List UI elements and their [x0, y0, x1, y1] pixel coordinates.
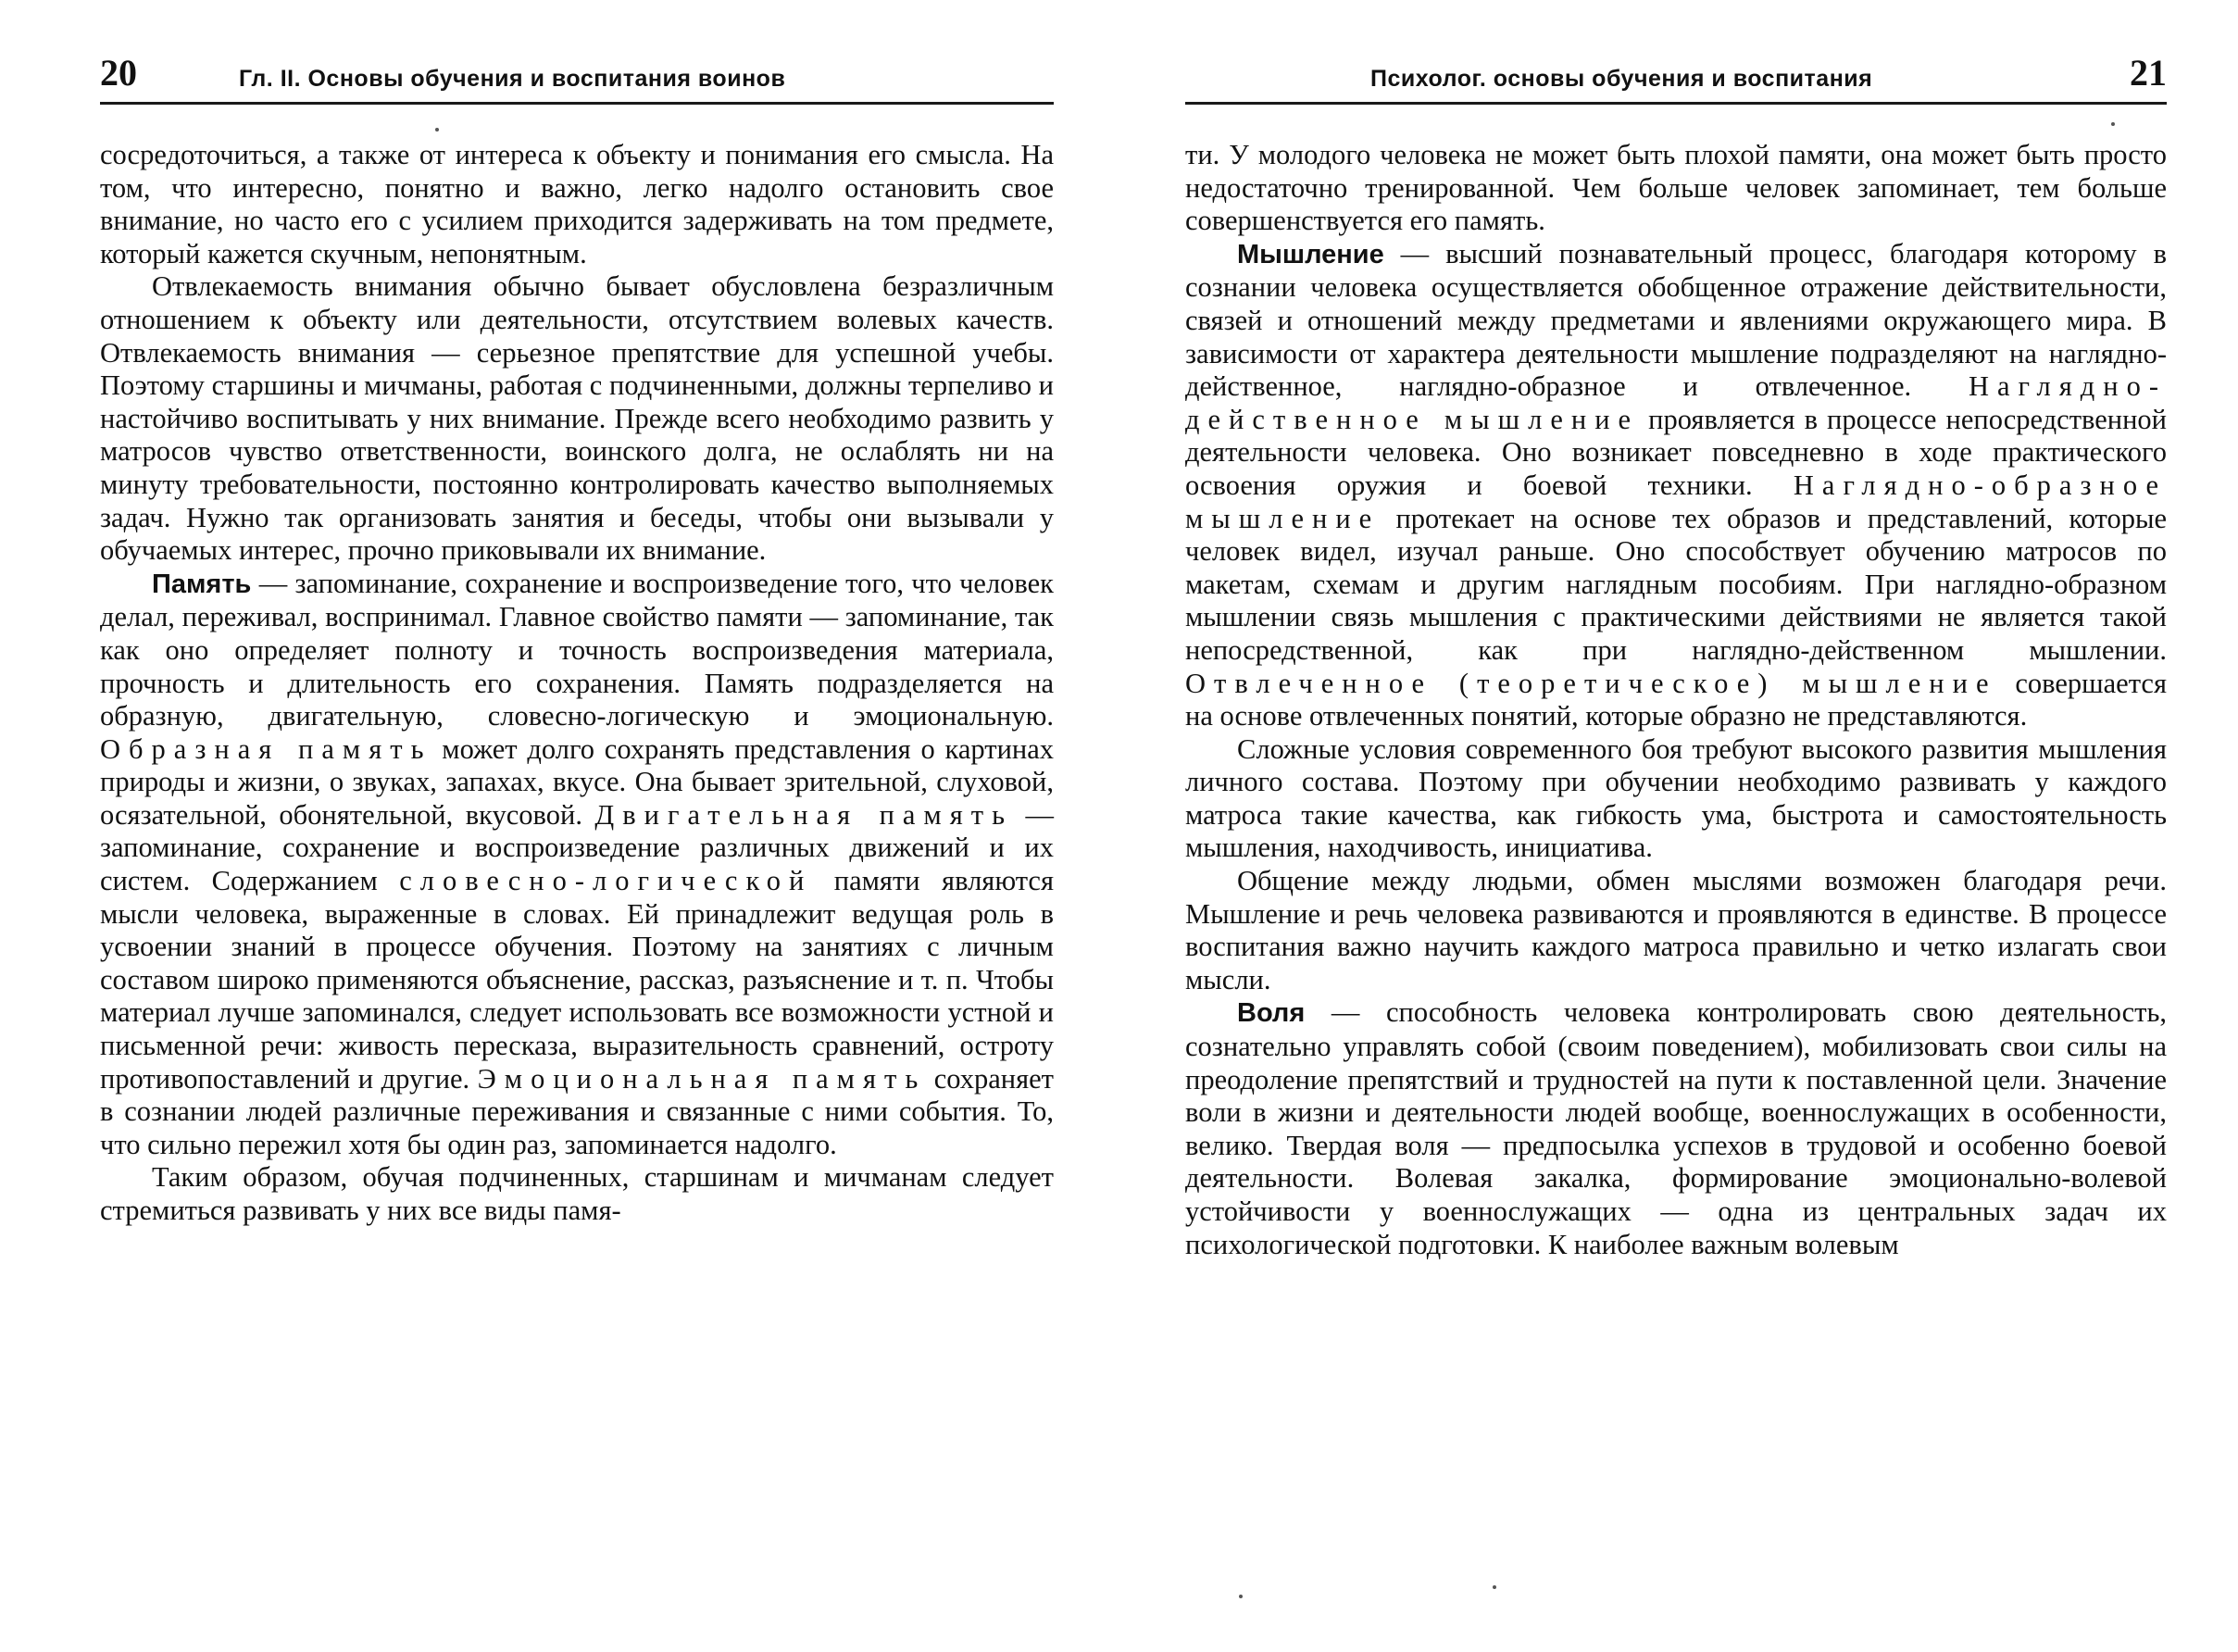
text-run: проявляется в процессе непосредственной деятельности человека. Оно возникает повседневно в ходе практического освоения оружия и боевой техники. — [1185, 403, 2168, 501]
paragraph: Сложные условия современного боя требуют высокого развития мышления личного состава. Поэтому при обучении необходимо развивать у каждого матроса такие качества, как гибкость ума, быстрота и самостоятельность мышления, находчивость, инициатива. — [1185, 732, 2167, 864]
paragraph: Отвлекаемость внимания обычно бывает обусловлена безразличным отношением к объекту или деятельности, отсутствием волевых качеств. Отвлекаемость внимания — серьезное препятствие для успешной учебы. Поэтому старшины и мичманы, работая с подчиненными, должны терпеливо и настойчиво воспитывать у них внимание. Прежде всего необходимо развить у матросов чувство ответственности, воинского долга, не ослаблять ни на минуту требовательности, постоянно контролировать качество выполняемых задач. Нужно так организовать занятия и беседы, чтобы они вызывали у обучаемых интерес, прочно приковывали их внимание. — [100, 270, 1054, 567]
left-page-body — [100, 139, 1054, 1228]
spaced-term: словесно-логической — [399, 865, 813, 897]
spaced-term: Двигательная память — [594, 798, 1013, 831]
paragraph-memory — [100, 568, 1054, 1162]
term-memory: Память — [152, 569, 252, 599]
paragraph-thinking — [1185, 238, 2167, 733]
text-run: сохраняет в сознании людей различные переживания и связанные с ними события. То, что сильно пережил хотя бы один раз, запоминается надолго. — [100, 1062, 1054, 1160]
paragraph: сосредоточиться, а также от интереса к объекту и понимания его смысла. На том, что интересно, понятно и важно, легко надолго остановить свое внимание, но часто его с усилием приходится задерживать на том предмете, который кажется скучным, непонятным. — [100, 139, 1054, 269]
chapter-title: Гл. II. Основы обучения и воспитания воинов — [239, 66, 786, 92]
paragraph: ти. У молодого человека не может быть плохой памяти, она может быть просто недостаточно тренированной. Чем больше человек запоминает, тем больше совершенствуется его память. — [1185, 139, 2167, 237]
text-run: может долго сохранять представления о картинах природы и жизни, о звуках, запахах, вкусе. Она бывает зрительной, слуховой, осязательной, обонятельной, вкусовой. — [100, 732, 1054, 831]
paragraph: Таким образом, обучая подчиненных, старшинам и мичманам следует стремиться развивать у них все виды памя- — [100, 1161, 1054, 1226]
term-will: Воля — [1237, 998, 1306, 1029]
section-title: Психолог. основы обучения и воспитания — [1370, 66, 1873, 92]
text-run: — запоминание, сохранение и воспроизведение того, что человек делал, переживал, воспринимал. Главное свойство памяти — запоминание, так как оно определяет полноту и точность воспроизведения материала, прочность и длительность его сохранения. Память подразделяется на образную, двигательную, словесно-логическую и эмоциональную. — [100, 567, 1054, 732]
term-thinking: Мышление — [1237, 239, 1384, 269]
text-run: — высший познавательный процесс, благодаря которому в сознании человека осуществляется обобщенное отражение действительности, связей и отношений между предметами и явлениями окружающего мира. В зависимости от характера деятельности мышление подразделяют на наглядно-действенное, наглядно-образное и отвлеченное. — [1185, 237, 2167, 403]
text-run: — способность человека контролировать свою деятельность, сознательно управлять собой (своим поведением), мобилизовать свои силы на преодоление препятствий и трудностей на пути к поставленной цели. Значение воли в жизни и деятельности людей вообще, военнослужащих в особенности, велико. Твердая воля — предпосылка успехов в трудовой и особенно боевой деятельности. Волевая закалка, формирование эмоционально-волевой устойчивости у военнослужащих — одна из центральных задач их психологической подготовки. К наиболее важным волевым — [1185, 996, 2167, 1260]
paragraph-will — [1185, 996, 2167, 1261]
spaced-term: Отвлеченное (теоретическое) мышление — [1185, 667, 1997, 699]
print-speck — [2111, 122, 2115, 126]
spaced-term: Эмоциональная память — [477, 1062, 927, 1095]
spaced-term: Наглядно-образное мышление — [1185, 469, 2167, 534]
right-page-body — [1185, 139, 2167, 1261]
print-speck — [435, 128, 439, 131]
spaced-term: Образная память — [100, 732, 432, 765]
spaced-term: Наглядно-действенное мышление — [1185, 370, 2167, 435]
page-number-left: 20 — [100, 52, 137, 94]
right-running-head — [1185, 50, 2167, 105]
print-speck — [1493, 1585, 1496, 1589]
page-number-right: 21 — [2130, 52, 2167, 94]
print-speck — [1239, 1595, 1243, 1598]
paragraph: Общение между людьми, обмен мыслями возможен благодаря речи. Мышление и речь человека развиваются и проявляются в единстве. В процессе воспитания важно научить каждого матроса правильно и четко излагать свои мысли. — [1185, 865, 2167, 995]
text-run: памяти являются мысли человека, выраженные в словах. Ей принадлежит ведущая роль в усвоении знаний в процессе обучения. Поэтому на занятиях с личным составом широко применяются объяснение, рассказ, разъяснение и т. п. Чтобы материал лучше запоминался, следует использовать все возможности устной и письменной речи: живость пересказа, выразительность сравнений, остроту противопоставлений и другие. — [100, 865, 1054, 1095]
text-run: — запоминание, сохранение и воспроизведение различных движений и их систем. Содержанием — [100, 798, 1054, 897]
text-run: совершается на основе отвлеченных понятий, которые образно не представляются. — [1185, 667, 2167, 732]
text-run: протекает на основе тех образов и представлений, которые человек видел, изучал раньше. Оно способствует обучению матросов по макетам, схемам и другим наглядным пособиям. При наглядно-образном мышлении связь мышления с практическими действиями не является такой непосредственной, как при наглядно-действенном мышлении. — [1185, 502, 2167, 666]
left-running-head — [100, 50, 1054, 105]
